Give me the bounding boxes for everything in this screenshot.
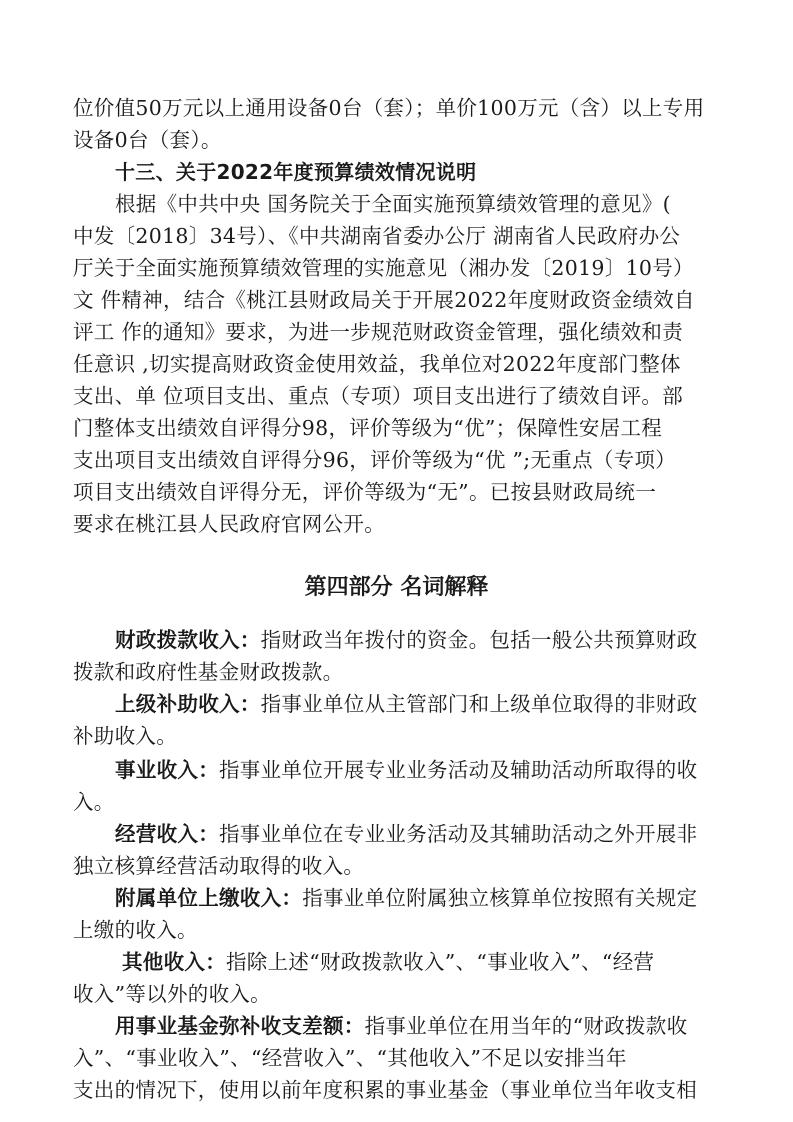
term-entry (115, 690, 697, 718)
term-definition: 指事业单位在用当年的“财政拨款收 (364, 1014, 688, 1038)
term-label: 事业收入： (115, 758, 219, 782)
term-label: 附属单位上缴收入： (115, 886, 303, 910)
body-line: 根据《中共中央 国务院关于全面实施预算绩效管理的意见》( (115, 192, 671, 216)
body-line: 补助收入。 (73, 724, 177, 748)
part-title: 第四部分 名词解释 (304, 575, 489, 600)
term-label: 其他收入： (122, 950, 226, 974)
body-line: 支出项目支出绩效自评得分96，评价等级为“优 ”;无重点（专项） (73, 448, 677, 472)
term-definition: 指除上述“财政拨款收入”、“事业收入”、“经营 (226, 950, 655, 974)
body-line: 拨款和政府性基金财政拨款。 (73, 660, 344, 684)
body-line: 支出的情况下，使用以前年度积累的事业基金（事业单位当年收支相 (73, 1078, 697, 1102)
body-line: 收入”等以外的收入。 (73, 982, 271, 1006)
term-label: 用事业基金弥补收支差额： (115, 1014, 365, 1038)
body-line: 厅关于全面实施预算绩效管理的实施意见（湘办发〔2019〕10号） (73, 256, 694, 280)
body-line: 位价值50万元以上通用设备0台（套）；单价100万元（含）以上专用 (73, 96, 705, 120)
body-line: 独立核算经营活动取得的收入。 (73, 854, 365, 878)
term-entry (122, 948, 654, 976)
term-label: 财政拨款收入： (115, 628, 261, 652)
term-entry (115, 884, 697, 912)
body-line: 项目支出绩效自评得分无，评价等级为“无”。已按县财政局统一 (73, 480, 657, 504)
body-line: 支出、单 位项目支出、重点（专项）项目支出进行了绩效自评。部 (73, 384, 684, 408)
term-definition: 指事业单位附属独立核算单位按照有关规定 (302, 886, 698, 910)
term-label: 经营收入： (115, 822, 219, 846)
term-label: 上级补助收入： (115, 692, 261, 716)
body-line: 上缴的收入。 (73, 918, 198, 942)
section-heading: 十三、关于2022年度预算绩效情况说明 (115, 160, 477, 184)
body-line: 门整体支出绩效自评得分98，评价等级为“优”；保障性安居工程 (73, 416, 663, 440)
body-line: 要求在桃江县人民政府官网公开。 (73, 512, 385, 536)
body-line: 评工 作的通知》要求，为进一步规范财政资金管理，强化绩效和责 (73, 320, 684, 344)
body-line: 文 件精神，结合《桃江县财政局关于开展2022年度财政资金绩效自 (73, 288, 695, 312)
term-entry (115, 820, 697, 848)
term-entry (115, 1012, 687, 1040)
term-entry (115, 626, 697, 654)
term-definition: 指事业单位开展专业业务活动及辅助活动所取得的收 (219, 758, 698, 782)
term-definition: 指事业单位在专业业务活动及其辅助活动之外开展非 (219, 822, 698, 846)
term-definition: 指财政当年拨付的资金。包括一般公共预算财政 (260, 628, 698, 652)
body-line: 任意识 ,切实提高财政资金使用效益，我单位对2022年度部门整体 (73, 352, 681, 376)
body-line: 入”、“事业收入”、“经营收入”、“其他收入”不足以安排当年 (73, 1046, 627, 1070)
body-line: 中发〔2018〕34号）、《中共湖南省委办公厅 湖南省人民政府办公 (73, 224, 681, 248)
body-line: 入。 (73, 790, 115, 814)
body-line: 设备0台（套）。 (73, 128, 222, 152)
term-definition: 指事业单位从主管部门和上级单位取得的非财政 (260, 692, 698, 716)
term-entry (115, 756, 697, 784)
